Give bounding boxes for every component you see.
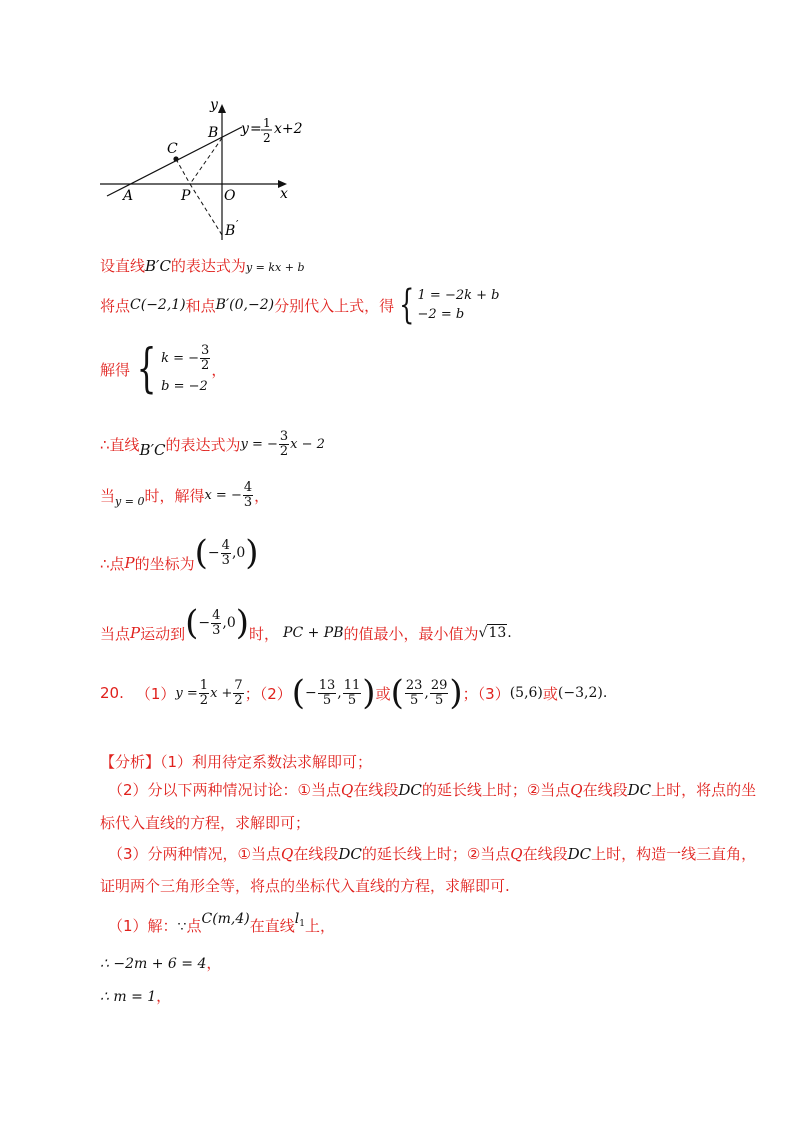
l8-a-den1: 5 bbox=[322, 692, 332, 708]
l5-cond: y = 0 bbox=[115, 494, 145, 508]
p2c: 的延长线上时；②当点 bbox=[421, 781, 571, 799]
l8-b-f2 bbox=[430, 679, 449, 707]
l5-num: 4 bbox=[243, 480, 253, 495]
label-a: A bbox=[123, 188, 134, 204]
l6-rparen: ) bbox=[245, 533, 259, 573]
l4-t1: ∴直线 bbox=[100, 435, 140, 454]
l4-var: B′C bbox=[139, 441, 166, 460]
line-6 bbox=[100, 533, 259, 573]
l7-lparen: ( bbox=[185, 603, 199, 643]
l5-t2: 时，解得 bbox=[144, 486, 205, 505]
p3q2: Q bbox=[510, 845, 523, 863]
p3d: 在线段 bbox=[522, 845, 568, 863]
p3dc2: DC bbox=[567, 845, 592, 863]
l7-num: 4 bbox=[212, 607, 221, 623]
l3-t1: 解得 bbox=[100, 360, 131, 379]
l8-a-num2: 11 bbox=[343, 677, 361, 693]
label-x: x bbox=[280, 186, 288, 202]
l2-t2: 和点 bbox=[185, 296, 216, 315]
l8-pt1: (5,6) bbox=[509, 685, 543, 701]
s2tail: ， bbox=[206, 954, 222, 972]
label-p: P bbox=[181, 188, 191, 204]
l8-a-lparen: ( bbox=[291, 673, 306, 713]
eq-rest: x+2 bbox=[274, 121, 303, 137]
line-5 bbox=[100, 481, 269, 509]
l2-brace: { bbox=[399, 282, 415, 328]
l2-row2: −2 = b bbox=[417, 307, 465, 322]
l8-part1: （1） bbox=[135, 684, 176, 703]
label-y: y bbox=[210, 97, 218, 113]
p3dc: DC bbox=[338, 845, 362, 863]
s3: ∴ m = 1 bbox=[100, 989, 157, 1005]
s1-because: ∵ bbox=[177, 919, 187, 935]
l8-eq-pre: y = bbox=[175, 685, 198, 701]
p2a: （2）分以下两种情况讨论：①当点 bbox=[108, 781, 341, 799]
analysis-head: 【分析】（1）利用待定系数法求解即可； bbox=[100, 753, 373, 771]
l7-p: P bbox=[130, 624, 141, 642]
l1-text2: 的表达式为 bbox=[170, 257, 246, 275]
l6-p: P bbox=[124, 554, 135, 572]
l8-f1 bbox=[199, 679, 209, 707]
s1sub: 1 bbox=[299, 919, 305, 929]
p3e: 上时，构造一线三直角， bbox=[591, 845, 757, 863]
p2q2: Q bbox=[570, 781, 583, 799]
p3a: （3）分两种情况，①当点 bbox=[108, 845, 281, 863]
l6-frac bbox=[221, 539, 231, 567]
l7-t2: 运动到 bbox=[140, 624, 186, 643]
p2dc2: DC bbox=[627, 781, 652, 799]
l2-t1: 将点 bbox=[100, 296, 131, 315]
s3tail: ， bbox=[156, 987, 172, 1005]
l8-a-f2 bbox=[343, 679, 362, 707]
p2dc: DC bbox=[398, 781, 422, 799]
l3-row1 bbox=[161, 344, 211, 372]
line-7 bbox=[100, 603, 512, 643]
l8-f2-num: 7 bbox=[234, 677, 243, 693]
l8-b-den1: 5 bbox=[409, 692, 419, 708]
eq-num: 1 bbox=[263, 116, 271, 130]
label-o: O bbox=[224, 188, 236, 204]
l4-num: 3 bbox=[279, 429, 289, 444]
l2-point-bprime: B′(0,−2) bbox=[215, 297, 275, 313]
solution-line-3 bbox=[100, 985, 171, 1006]
l8-a-den2: 5 bbox=[347, 692, 357, 708]
label-bprime: B bbox=[225, 223, 236, 239]
l8-a-minus: − bbox=[305, 685, 317, 701]
l1-var: B′C bbox=[145, 257, 171, 275]
l8-b-num2: 29 bbox=[430, 677, 448, 693]
l8-f1-den: 2 bbox=[199, 692, 209, 708]
l8-f2-den: 2 bbox=[234, 692, 243, 708]
l3-row1-pre: k = − bbox=[161, 351, 200, 366]
l8-f1-num: 1 bbox=[199, 677, 209, 693]
l8-a-f1 bbox=[318, 679, 337, 707]
l1-text: 设直线 bbox=[100, 257, 146, 275]
l7-t1: 当点 bbox=[100, 624, 131, 643]
l8-a-comma: , bbox=[337, 685, 342, 701]
l7-post: ,0 bbox=[222, 615, 236, 631]
l5-pre: x = − bbox=[204, 487, 242, 503]
l8-a-rparen: ) bbox=[362, 673, 376, 713]
l6-num: 4 bbox=[221, 537, 230, 553]
label-bprime-mark: ′ bbox=[236, 218, 239, 231]
l8-b-num1: 23 bbox=[405, 677, 423, 693]
l8-sep1: ；（2） bbox=[244, 684, 292, 703]
l4-pre: y = − bbox=[240, 436, 278, 452]
p2b: 在线段 bbox=[353, 781, 399, 799]
p2e: 上时，将点的坐 bbox=[651, 781, 757, 799]
dashed-cp bbox=[176, 159, 190, 184]
line-answer-20 bbox=[100, 673, 608, 713]
l8-f2 bbox=[233, 679, 243, 707]
eq-equals: = bbox=[250, 121, 262, 137]
l5-frac bbox=[243, 481, 253, 509]
s1b: 点 bbox=[186, 917, 202, 935]
l8-mid: x + bbox=[210, 685, 233, 701]
l1-expr: y = kx + b bbox=[245, 261, 305, 274]
l6-t1: ∴点 bbox=[100, 554, 125, 573]
l7-tail: . bbox=[507, 625, 512, 641]
l8-b-lparen: ( bbox=[390, 673, 404, 713]
p3c: 的延长线上时；②当点 bbox=[361, 845, 511, 863]
p2d: 在线段 bbox=[582, 781, 628, 799]
l2-system bbox=[394, 282, 500, 328]
line-3 bbox=[100, 339, 227, 399]
l8-a-num1: 13 bbox=[318, 677, 336, 693]
l7-rparen: ) bbox=[235, 603, 250, 643]
l6-t2: 的坐标为 bbox=[134, 554, 195, 573]
l7-frac bbox=[211, 609, 221, 637]
s1a: （1）解： bbox=[108, 917, 178, 935]
l5-tail: ， bbox=[254, 486, 270, 505]
line-1 bbox=[100, 255, 304, 276]
l8-or1: 或 bbox=[375, 684, 391, 703]
l6-post: ,0 bbox=[231, 545, 246, 561]
l5-t1: 当 bbox=[100, 486, 116, 505]
l3-row1-den: 2 bbox=[201, 358, 210, 373]
s1e: 上， bbox=[305, 917, 336, 935]
l8-b-comma: , bbox=[424, 685, 429, 701]
l4-t2: 的表达式为 bbox=[165, 435, 241, 454]
l7-den: 3 bbox=[212, 622, 221, 638]
l6-minus: − bbox=[207, 545, 220, 561]
l3-row1-frac bbox=[200, 344, 210, 372]
l8-pt2: (−3,2) bbox=[557, 685, 603, 701]
solution-line-2 bbox=[100, 952, 221, 973]
l2-point-c: C(−2,1) bbox=[130, 297, 186, 313]
l8-b-den2: 5 bbox=[434, 692, 444, 708]
analysis-p2-line2: 标代入直线的方程，求解即可； bbox=[100, 814, 311, 832]
label-c: C bbox=[167, 141, 178, 157]
l6-den: 3 bbox=[221, 552, 230, 568]
l3-tail: ， bbox=[211, 360, 227, 379]
line-4 bbox=[100, 430, 325, 458]
analysis-p3-line1 bbox=[108, 843, 756, 864]
l3-system bbox=[130, 339, 211, 399]
l7-t3: 时， bbox=[249, 624, 280, 643]
l7-sqrt: √13 bbox=[478, 625, 507, 641]
s1c: C(m,4) bbox=[201, 911, 250, 927]
l4-den: 2 bbox=[279, 443, 289, 459]
l8-b-f1 bbox=[405, 679, 424, 707]
s1d: 在直线 bbox=[249, 917, 295, 935]
s1l: l bbox=[294, 911, 300, 927]
l3-row1-num: 3 bbox=[201, 343, 210, 359]
l3-row2: b = −2 bbox=[161, 378, 208, 394]
l3-brace: { bbox=[136, 339, 157, 399]
p3b: 在线段 bbox=[293, 845, 339, 863]
l2-row1: 1 = −2k + b bbox=[417, 288, 500, 303]
l8-b-rparen: ) bbox=[449, 673, 463, 713]
s2: ∴ −2m + 6 = 4 bbox=[100, 956, 207, 972]
coordinate-figure bbox=[95, 95, 325, 245]
p3q: Q bbox=[281, 845, 294, 863]
eq-den: 2 bbox=[263, 131, 271, 145]
l4-frac bbox=[279, 430, 289, 458]
l6-lparen: ( bbox=[194, 533, 208, 573]
eq-y: y bbox=[241, 121, 249, 137]
l8-or2: 或 bbox=[542, 684, 558, 703]
point-c bbox=[173, 156, 178, 161]
l7-minus: − bbox=[198, 615, 211, 631]
l8-sep2: ；（3） bbox=[462, 684, 510, 703]
l7-expr: PC + PB bbox=[283, 625, 344, 641]
solution-line-1 bbox=[108, 911, 336, 936]
line-2 bbox=[100, 282, 500, 328]
l7-radicand: 13 bbox=[488, 625, 507, 641]
dashed-pbp bbox=[190, 184, 222, 235]
l4-post: x − 2 bbox=[290, 436, 325, 452]
l5-den: 3 bbox=[243, 494, 253, 510]
l7-t4: 的值最小，最小值为 bbox=[343, 624, 479, 643]
l8-number: 20. bbox=[100, 684, 124, 702]
label-b: B bbox=[208, 125, 219, 141]
analysis-p3-line2: 证明两个三角形全等，将点的坐标代入直线的方程，求解即可. bbox=[100, 877, 510, 895]
y-axis-arrow bbox=[218, 104, 226, 113]
analysis-p2-line1 bbox=[108, 779, 756, 800]
l2-t3: 分别代入上式，得 bbox=[274, 296, 395, 315]
p2q: Q bbox=[341, 781, 354, 799]
l8-tail: . bbox=[602, 685, 608, 701]
